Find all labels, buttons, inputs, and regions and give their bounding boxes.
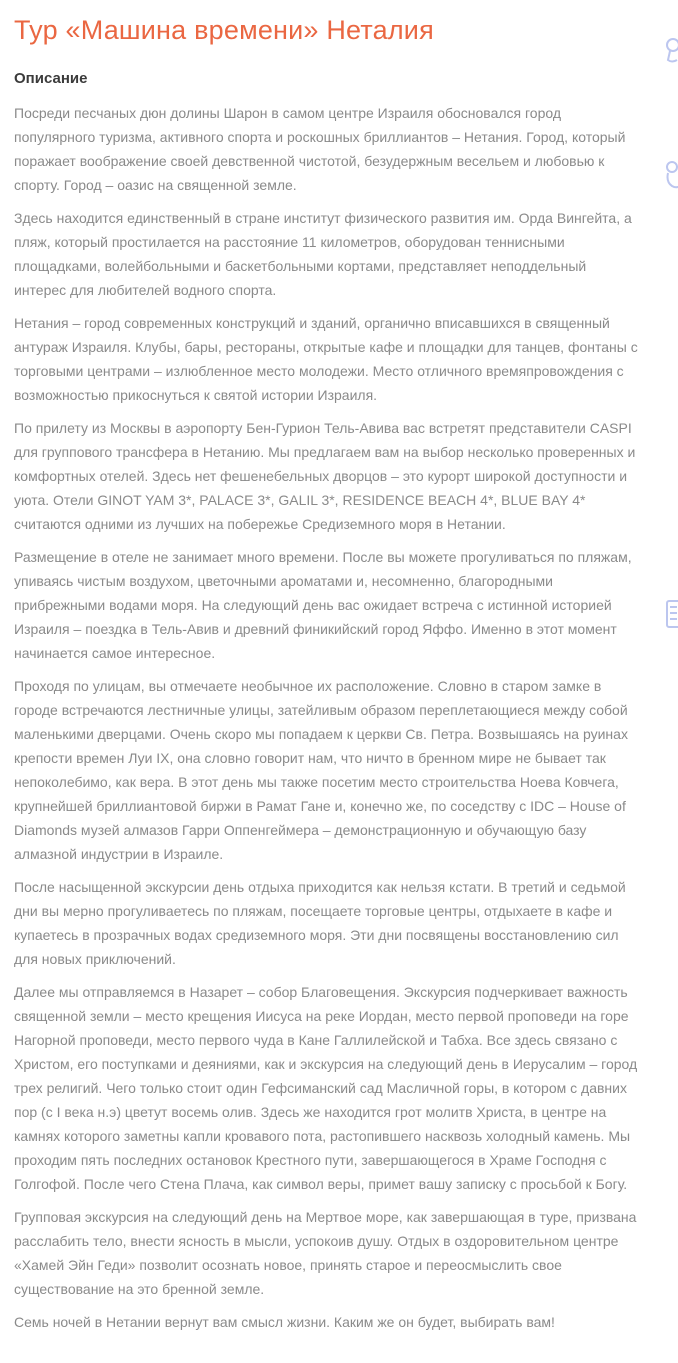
clipped-widget-pointer-icon[interactable] [663, 160, 678, 192]
paragraph: Здесь находится единственный в стране институт физического развития им. Орда Вингейта, а пляж, который простилается на расстояние 11 километров, оборудован теннисными площадками, волейбольными и баскетбольными кортами, представляет неподдельный интерес для любителей водного спорта. [14, 210, 632, 299]
page-title: Тур «Машина времени» Неталия [14, 15, 434, 45]
paragraph: Нетания – город современных конструкций и зданий, органично вписавшихся в священный антураж Израиля. Клубы, бары, рестораны, открытые кафе и площадки для танцев, фонтаны с торговыми центрами – излюбленное место молодежи. Место отличного времяпровождения с возможностью прикоснуться к святой истории Израиля. [14, 315, 638, 404]
paragraph: Далее мы отправляемся в Назарет – собор Благовещения. Экскурсия подчеркивает важность священной земли – место крещения Иисуса на реке Иордан, место первой проповеди на горе Нагорной проповеди, место первого чуда в Кане Галлилейской и Табха. Все здесь связано с Христом, его поступками и деяниями, как и экскурсия на следующий день в Иерусалим – город трех религий. Чего только стоит один Гефсиманский сад Масличной горы, в котором с давних пор (с I века н.э) цветут восемь олив. Здесь же находится грот молитв Христа, в центре на камнях которого заметны капли кровавого пота, растопившего насквозь холодный камень. Мы проходим пять последних остановок Крестного пути, завершающегося в Храме Господня с Голгофой. После чего Стена Плача, как символ веры, примет вашу записку с просьбой к Богу. [14, 984, 638, 1193]
paragraph: По прилету из Москвы в аэропорту Бен-Гурион Тель-Авива вас встретят представители CASPI для группового трансфера в Нетанию. Мы предлагаем вам на выбор несколько проверенных и комфортных отелей. Здесь нет фешенебельных дворцов – это курорт широкой доступности и уюта. Отели GINOT YAM 3*, PALACE 3*, GALIL 3*, RESIDENCE BEACH 4*, BLUE BAY 4* считаются одними из лучших на побережье Средиземного моря в Нетании. [14, 420, 636, 533]
paragraph: Размещение в отеле не занимает много времени. После вы можете прогуливаться по пляжам, упиваясь чистым воздухом, цветочными ароматами и, несомненно, благородными прибрежными водами моря. На следующий день вас ожидает встреча с истинной историей Израиля – поездка в Тель-Авив и древний финикийский город Яффо. Именно в этот момент начинается самое интересное. [14, 549, 632, 662]
paragraph: Посреди песчаных дюн долины Шарон в самом центре Израиля обосновался город популярного туризма, активного спорта и роскошных бриллиантов – Нетания. Город, который поражает воображение своей девственной чистотой, безудержным весельем и любовью к спорту. Город – оазис на священной земле. [14, 105, 626, 194]
description-text [14, 101, 642, 1334]
paragraph: Семь ночей в Нетании вернут вам смысл жизни. Каким же он будет, выбирать вам! [14, 1314, 555, 1331]
clipped-widget-balloon-icon[interactable] [663, 36, 678, 68]
clipped-widget-list-icon[interactable] [663, 598, 678, 630]
paragraph: После насыщенной экскурсии день отдыха приходится как нельзя кстати. В третий и седьмой дни вы мерно прогуливаетесь по пляжам, посещаете торговые центры, отдыхаете в кафе и купаетесь в прозрачных водах средиземного моря. Эти дни посвящены восстановлению сил для новых приключений. [14, 879, 626, 968]
section-heading-description: Описание [14, 70, 88, 88]
paragraph: Проходя по улицам, вы отмечаете необычное их расположение. Словно в старом замке в городе встречаются лестничные улицы, затейливым образом переплетающиеся между собой маленькими дверцами. Очень скоро мы попадаем к церкви Св. Петра. Возвышаясь на руинах крепости времен Луи IX, она словно говорит нам, что ничто в бренном мире не бывает так непоколебимо, как вера. В этот день мы также посетим место строительства Ноева Ковчега, крупнейшей бриллиантовой биржи в Рамат Гане и, конечно же, по соседству с IDC – House of Diamonds музей алмазов Гарри Оппенгеймера – демонстрационную и обучающую базу алмазной индустрии в Израиле. [14, 678, 628, 863]
paragraph: Групповая экскурсия на следующий день на Мертвое море, как завершающая в туре, призвана расслабить тело, внести ясность в мысли, успокоив душу. Отдых в оздоровительном центре «Хамей Эйн Геди» позволит осознать новое, принять старое и переосмыслить свое существование на это бренной земле. [14, 1209, 637, 1298]
